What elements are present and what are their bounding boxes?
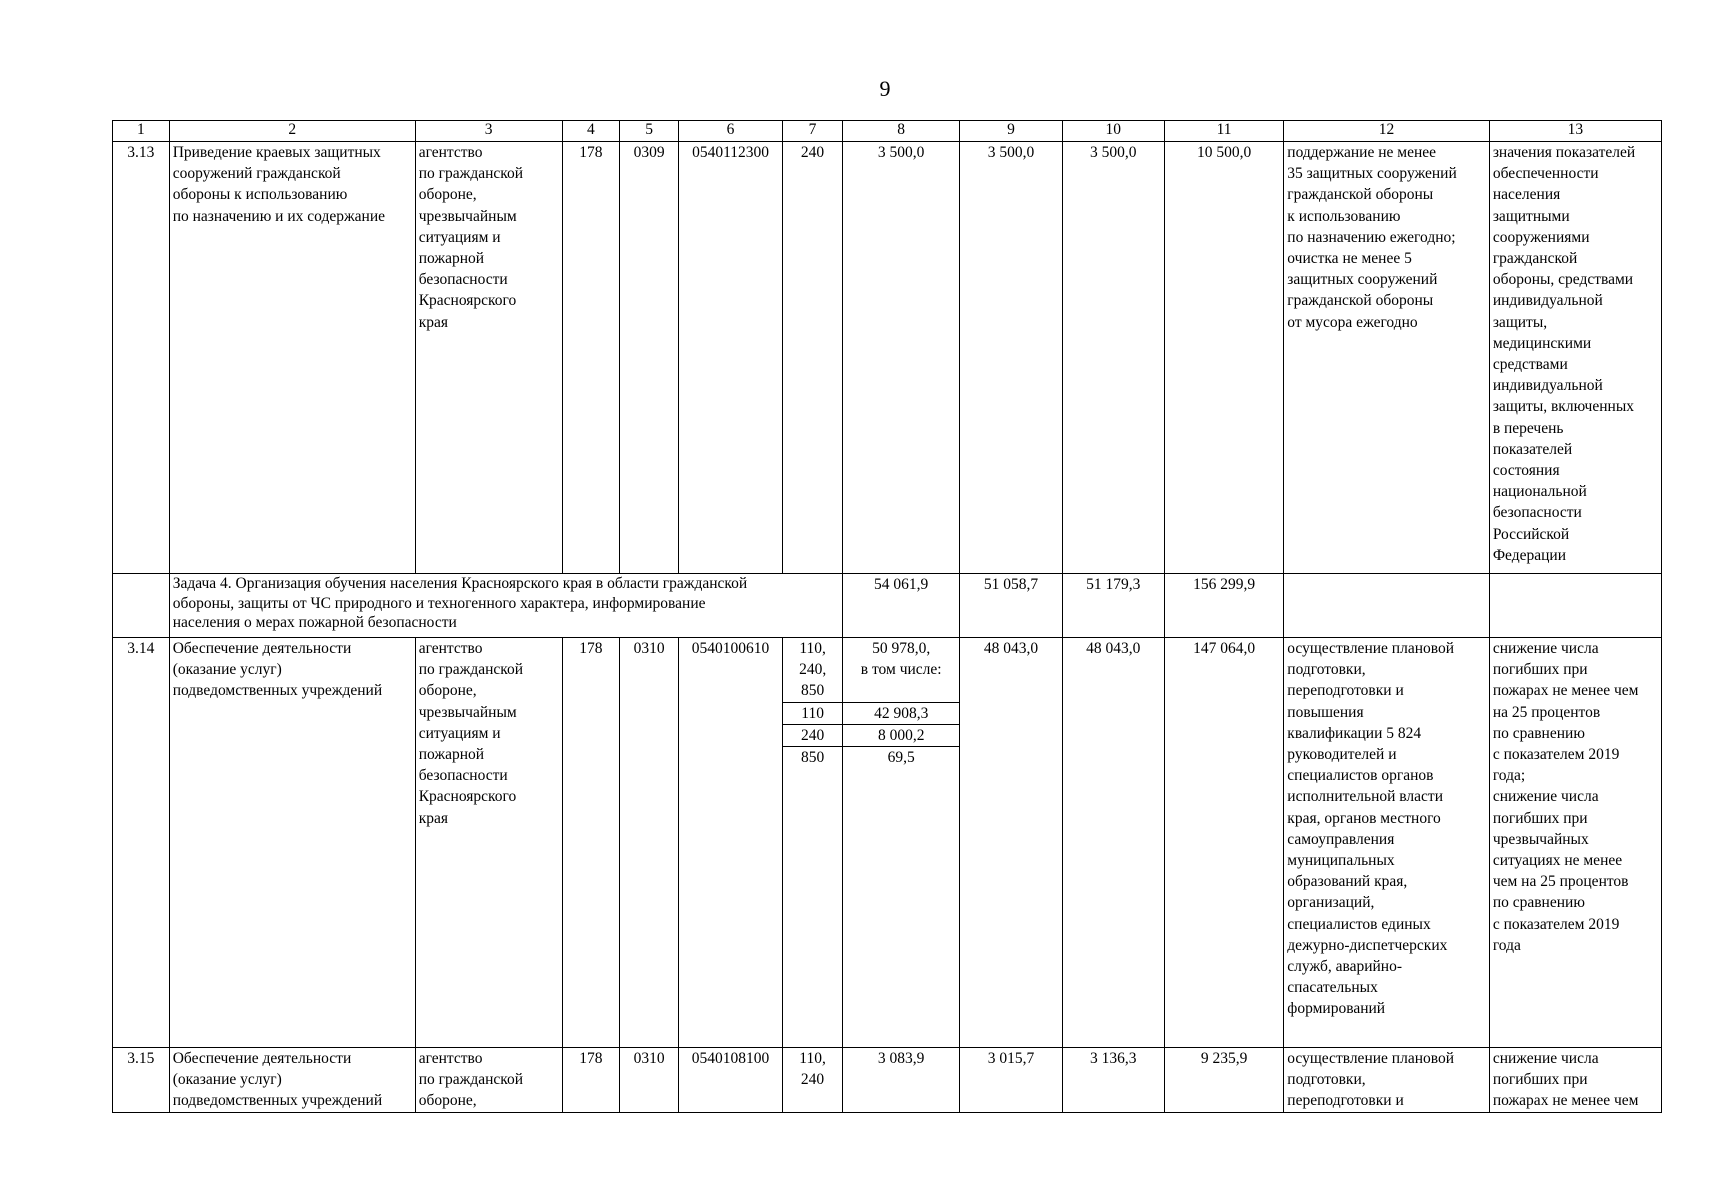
breakdown-value: 69,5 <box>843 747 960 1048</box>
column-header: 11 <box>1164 121 1283 142</box>
expense-breakdown-table <box>783 638 959 1047</box>
row-number: 3.14 <box>113 638 170 1048</box>
cell-col-8: 3 083,9 <box>842 1048 959 1113</box>
expense-codes: 110, 240, 850 <box>783 638 842 702</box>
cell-col-4: 178 <box>562 142 620 574</box>
row-number: 3.15 <box>113 1048 170 1113</box>
activity-name: Обеспечение деятельности (оказание услуг) подведомственных учреждений <box>169 638 415 1048</box>
task-4-col-11: 156 299,9 <box>1164 574 1283 638</box>
cell-col-10: 3 136,3 <box>1062 1048 1164 1113</box>
column-header: 12 <box>1284 121 1490 142</box>
table-row-3-14 <box>113 638 1662 1048</box>
column-number-row <box>113 121 1662 142</box>
column-header: 6 <box>678 121 782 142</box>
column-header: 3 <box>415 121 562 142</box>
cell-col-4: 178 <box>562 638 620 1048</box>
cell-col-9: 48 043,0 <box>960 638 1062 1048</box>
cell-col-11: 147 064,0 <box>1164 638 1283 1048</box>
breakdown-code: 110 <box>783 702 842 724</box>
empty-cell <box>113 574 170 638</box>
task-4-row <box>113 574 1662 638</box>
empty-cell <box>1489 574 1661 638</box>
column-header: 10 <box>1062 121 1164 142</box>
column-header: 4 <box>562 121 620 142</box>
column-header: 9 <box>960 121 1062 142</box>
column-header: 8 <box>842 121 959 142</box>
table-row-3-13 <box>113 142 1662 574</box>
column-header: 1 <box>113 121 170 142</box>
empty-cell <box>1284 574 1490 638</box>
expected-result: поддержание не менее 35 защитных сооружений гражданской обороны к использованию по назначению ежегодно; очистка не менее 5 защитных сооружений гражданской обороны от мусора ежегодно <box>1284 142 1490 574</box>
cell-col-7: 240 <box>783 142 843 574</box>
table-row-3-15 <box>113 1048 1662 1113</box>
cell-col-10: 3 500,0 <box>1062 142 1164 574</box>
column-header: 5 <box>620 121 679 142</box>
row-number: 3.13 <box>113 142 170 574</box>
expected-result: осуществление плановой подготовки, переподготовки и повышения квалификации 5 824 руководителей и специалистов органов исполнительной власти края, органов местного самоуправления муниципальных образований края, организаций, специалистов единых дежурно-диспетчерских служб, аварийно- спасательных формирований <box>1284 638 1490 1048</box>
cell-col-11: 9 235,9 <box>1164 1048 1283 1113</box>
expected-result: осуществление плановой подготовки, переподготовки и <box>1284 1048 1490 1113</box>
task-4-title: Задача 4. Организация обучения населения Красноярского края в области гражданской обороны, защиты от ЧС природного и техногенного характера, информирование населения о мерах пожарной безопасности <box>169 574 842 638</box>
cell-col-6: 0540108100 <box>678 1048 782 1113</box>
cell-col-5: 0310 <box>620 638 679 1048</box>
task-4-col-10: 51 179,3 <box>1062 574 1164 638</box>
activity-name: Приведение краевых защитных сооружений гражданской обороны к использованию по назначению и их содержание <box>169 142 415 574</box>
responsible-agency: агентство по гражданской обороне, чрезвычайным ситуациям и пожарной безопасности Красноярского края <box>415 638 562 1048</box>
cell-col-5: 0310 <box>620 1048 679 1113</box>
cell-col-11: 10 500,0 <box>1164 142 1283 574</box>
cell-col-9: 3 500,0 <box>960 142 1062 574</box>
cell-col-8: 3 500,0 <box>842 142 959 574</box>
breakdown-value: 8 000,2 <box>843 724 960 746</box>
task-4-col-8: 54 061,9 <box>842 574 959 638</box>
cell-col-9: 3 015,7 <box>960 1048 1062 1113</box>
cell-col-5: 0309 <box>620 142 679 574</box>
indicator-impact: снижение числа погибших при пожарах не менее чем <box>1489 1048 1661 1113</box>
column-header: 7 <box>783 121 843 142</box>
column-header: 13 <box>1489 121 1661 142</box>
responsible-agency: агентство по гражданской обороне, <box>415 1048 562 1113</box>
indicator-impact: снижение числа погибших при пожарах не менее чем на 25 процентов по сравнению с показателем 2019 года; снижение числа погибших при чрезвычайных ситуациях не менее чем на 25 процентов по сравнению с показателем 2019 года <box>1489 638 1661 1048</box>
cell-col-6: 0540100610 <box>678 638 782 1048</box>
page-number: 9 <box>879 76 891 101</box>
task-4-col-9: 51 058,7 <box>960 574 1062 638</box>
cell-col-6: 0540112300 <box>678 142 782 574</box>
column-header: 2 <box>169 121 415 142</box>
indicator-impact: значения показателей обеспеченности населения защитными сооружениями гражданской обороны, средствами индивидуальной защиты, медицинскими средствами индивидуальной защиты, включенных в перечень показателей состояния национальной безопасности Российской Федерации <box>1489 142 1661 574</box>
program-activities-table <box>112 120 1662 1113</box>
responsible-agency: агентство по гражданской обороне, чрезвычайным ситуациям и пожарной безопасности Красноярского края <box>415 142 562 574</box>
activity-name: Обеспечение деятельности (оказание услуг) подведомственных учреждений <box>169 1048 415 1113</box>
breakdown-value: 42 908,3 <box>843 702 960 724</box>
expense-breakdown <box>783 638 960 1048</box>
breakdown-code: 240 <box>783 724 842 746</box>
cell-col-7: 110, 240 <box>783 1048 843 1113</box>
total-with-breakdown: 50 978,0, в том числе: <box>860 640 942 679</box>
cell-col-10: 48 043,0 <box>1062 638 1164 1048</box>
breakdown-code: 850 <box>783 747 842 1048</box>
cell-col-4: 178 <box>562 1048 620 1113</box>
